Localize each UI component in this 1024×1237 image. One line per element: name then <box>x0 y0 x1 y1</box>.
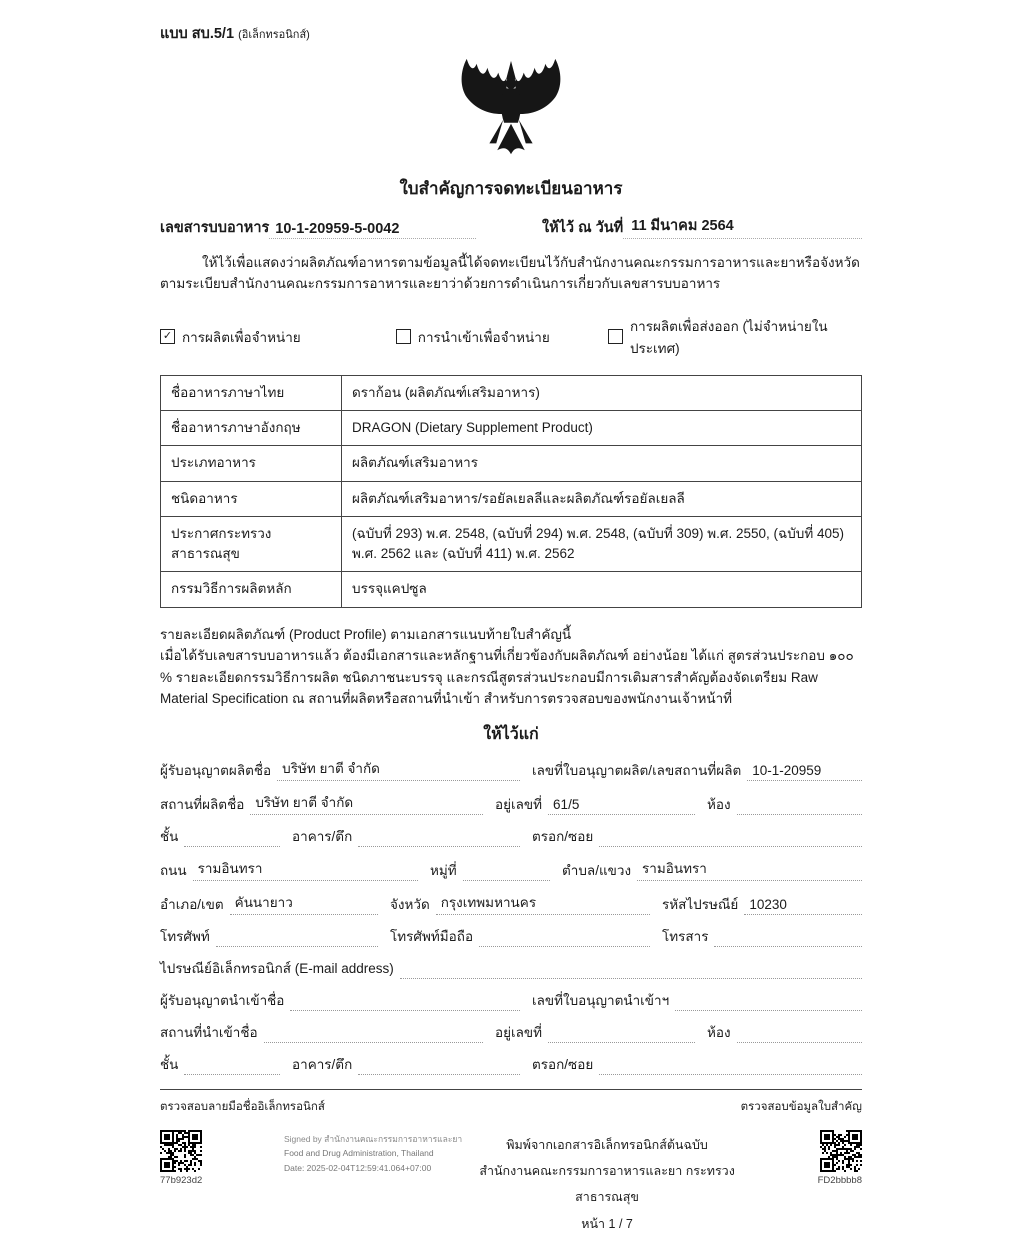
field-alley <box>532 825 862 847</box>
given-to-heading: ให้ไว้แก่ <box>483 725 539 743</box>
field-label: ตรอก/ซอย <box>532 828 594 844</box>
checkbox-produce-for-sale <box>160 326 396 348</box>
row-label: ประเภทอาหาร <box>161 446 342 481</box>
checkbox-label: การผลิตเพื่อส่งออก (ไม่จำหน่ายในประเทศ) <box>629 318 828 356</box>
field-value <box>479 929 650 947</box>
field-label: ห้อง <box>707 796 731 812</box>
data-qr-code <box>820 1130 862 1172</box>
field-district <box>160 891 378 915</box>
org-line: สำนักงานคณะกรรมการอาหารและยา กระทรวงสาธารณสุข <box>479 1164 735 1205</box>
field-label: โทรสาร <box>662 928 709 944</box>
data-qr-block <box>752 1130 862 1186</box>
field-value <box>463 863 550 881</box>
field-label: ผู้รับอนุญาตผลิตชื่อ <box>160 762 272 778</box>
row-label: ชนิดอาหาร <box>161 481 342 516</box>
product-profile-note: รายละเอียดผลิตภัณฑ์ (Product Profile) ตามเอกสารแนบท้ายใบสำคัญนี้ <box>160 626 572 642</box>
field-road <box>160 857 418 881</box>
field-label: โทรศัพท์มือถือ <box>390 928 474 944</box>
footer-divider <box>160 1089 862 1090</box>
field-value <box>714 929 862 947</box>
serial-issued-row <box>160 214 862 239</box>
field-value <box>548 1025 695 1043</box>
intro-paragraph <box>160 253 862 295</box>
field-license-no <box>532 759 862 781</box>
field-label: สถานที่นำเข้าชื่อ <box>160 1024 258 1040</box>
issued-date-label: ให้ไว้ ณ วันที่ <box>542 220 624 236</box>
field-label: ถนน <box>160 862 187 878</box>
field-label: จังหวัด <box>390 896 430 912</box>
form-code <box>160 22 862 45</box>
field-value <box>216 929 378 947</box>
table-row <box>161 516 862 572</box>
field-label: โทรศัพท์ <box>160 928 210 944</box>
field-value: 61/5 <box>548 797 695 815</box>
row-value: ผลิตภัณฑ์เสริมอาหาร/รอยัลเยลลีและผลิตภัณฑ์รอยัลเยลลี <box>342 481 862 516</box>
table-row <box>161 446 862 481</box>
field-value <box>358 829 520 847</box>
row-value: (ฉบับที่ 293) พ.ศ. 2548, (ฉบับที่ 294) พ.ศ. 2548, (ฉบับที่ 309) พ.ศ. 2550, (ฉบับที่ 405) พ.ศ. 2562 และ (ฉบับที่ 411) พ.ศ. 2562 <box>342 516 862 572</box>
row-value: ผลิตภัณฑ์เสริมอาหาร <box>342 446 862 481</box>
field-value <box>290 993 520 1011</box>
garuda-emblem <box>452 53 570 165</box>
field-row-producer <box>160 757 862 781</box>
issued-date-value: 11 มีนาคม 2564 <box>623 214 862 239</box>
field-label: อาคาร/ตึก <box>292 1056 353 1072</box>
field-import-address-no <box>495 1021 695 1043</box>
field-label: อาคาร/ตึก <box>292 828 353 844</box>
field-label: เลขที่ใบอนุญาตผลิต/เลขสถานที่ผลิต <box>532 762 742 778</box>
field-row-floor <box>160 825 862 847</box>
row-label: ชื่ออาหารภาษาอังกฤษ <box>161 411 342 446</box>
page-number: หน้า 1 / 7 <box>581 1216 633 1231</box>
field-room <box>707 793 862 815</box>
field-value <box>184 829 280 847</box>
field-value <box>264 1025 483 1043</box>
field-label: สถานที่ผลิตชื่อ <box>160 796 245 812</box>
signed-by-block <box>284 1130 462 1175</box>
field-label: ตำบล/แขวง <box>562 862 632 878</box>
serial-field <box>160 216 542 239</box>
field-row-email <box>160 957 862 979</box>
field-value: 10-1-20959 <box>747 763 862 781</box>
signed-by-line: Signed by สำนักงานคณะกรรมการอาหารและยา <box>284 1133 463 1144</box>
field-label: อยู่เลขที่ <box>495 1024 543 1040</box>
field-value <box>184 1057 280 1075</box>
table-row <box>161 481 862 516</box>
table-row <box>161 411 862 446</box>
field-moo <box>430 859 550 881</box>
field-row-district <box>160 891 862 915</box>
field-value: กรุงเทพมหานคร <box>436 891 650 915</box>
row-label: ชื่ออาหารภาษาไทย <box>161 375 342 410</box>
signed-org-line: Food and Drug Administration, Thailand <box>284 1148 434 1159</box>
field-building <box>292 825 520 847</box>
intro-line-2: ตามระเบียบสำนักงานคณะกรรมการอาหารและยาว่าด้วยการดำเนินการเกี่ยวกับเลขสารบบอาหาร <box>160 275 721 291</box>
row-value: ดราก้อน (ผลิตภัณฑ์เสริมอาหาร) <box>342 375 862 410</box>
field-value <box>599 829 862 847</box>
table-row <box>161 572 862 607</box>
field-fax <box>662 925 862 947</box>
field-label: เลขที่ใบอนุญาตนำเข้าฯ <box>532 992 670 1008</box>
field-row-phone <box>160 925 862 947</box>
field-row-road <box>160 857 862 881</box>
data-qr-caption: FD2bbbb8 <box>817 1174 862 1186</box>
field-row-import-site <box>160 1021 862 1043</box>
checkbox-checked-icon: ✓ <box>160 329 175 344</box>
form-code-number: แบบ สบ.5/1 <box>160 26 235 42</box>
field-value: รามอินทรา <box>193 857 418 881</box>
footer <box>160 1130 862 1237</box>
field-importer-name <box>160 989 520 1011</box>
form-code-suffix: (อิเล็กทรอนิกส์) <box>238 29 310 41</box>
field-value: 10230 <box>744 897 862 915</box>
field-import-license <box>532 989 862 1011</box>
field-value <box>358 1057 520 1075</box>
row-label: ประกาศกระทรวงสาธารณสุข <box>161 516 342 572</box>
field-subdistrict <box>562 857 862 881</box>
checkbox-produce-for-export <box>608 315 862 359</box>
field-import-site <box>160 1021 483 1043</box>
table-row <box>161 375 862 410</box>
field-label: อำเภอ/เขต <box>160 896 224 912</box>
field-address-no <box>495 793 695 815</box>
field-value <box>737 797 862 815</box>
requirement-note: เมื่อได้รับเลขสารบบอาหารแล้ว ต้องมีเอกสารและหลักฐานที่เกี่ยวข้องกับผลิตภัณฑ์ อย่างน้อย ได้แก่ สูตรส่วนประกอบ ๑๐๐ % รายละเอียดกรรมวิธีการผลิต ชนิดภาชนะบรรจุ และกรณีสูตรส่วนประกอบมีการเติมสารสำคัญต้องจัดเตรียม Raw Material Specification ณ สถานที่ผลิตหรือสถานที่นำเข้า สำหรับการตรวจสอบของพนักงานเจ้าหน้าที่ <box>160 648 854 707</box>
field-site-name <box>160 791 483 815</box>
intro-line-1: ให้ไว้เพื่อแสดงว่าผลิตภัณฑ์อาหารตามข้อมูลนี้ได้จดทะเบียนไว้กับสำนักงานคณะกรรมการอาหารและยาหรือจังหวัด <box>202 255 860 270</box>
field-value: บริษัท ยาตี จำกัด <box>277 757 520 781</box>
verify-data-caption: ตรวจสอบข้อมูลใบสำคัญ <box>740 1100 862 1113</box>
field-label: ไปรษณีย์อิเล็กทรอนิกส์ (E-mail address) <box>160 960 394 976</box>
field-value: คันนายาว <box>230 891 378 915</box>
field-province <box>390 891 650 915</box>
checkbox-label: การนำเข้าเพื่อจำหน่าย <box>417 329 550 345</box>
field-label: หมู่ที่ <box>430 862 457 878</box>
issued-date-field <box>542 214 862 239</box>
notes-block <box>160 624 862 710</box>
field-value: รามอินทรา <box>637 857 862 881</box>
row-label: กรรมวิธีการผลิตหลัก <box>161 572 342 607</box>
registration-type-checkboxes <box>160 315 862 359</box>
field-row-site <box>160 791 862 815</box>
field-value <box>599 1057 862 1075</box>
field-row-import-floor <box>160 1053 862 1075</box>
field-import-floor <box>160 1053 280 1075</box>
checkbox-unchecked-icon <box>608 329 623 344</box>
signature-qr-caption: 77b923d2 <box>160 1174 203 1186</box>
field-phone <box>160 925 378 947</box>
field-email <box>160 957 862 979</box>
footer-center-block <box>462 1130 752 1237</box>
field-label: รหัสไปรษณีย์ <box>662 896 739 912</box>
field-value <box>400 961 862 979</box>
field-floor <box>160 825 280 847</box>
checkbox-import-for-sale <box>396 326 608 348</box>
field-producer-name <box>160 757 520 781</box>
row-value: DRAGON (Dietary Supplement Product) <box>342 411 862 446</box>
field-value: บริษัท ยาตี จำกัด <box>250 791 483 815</box>
checkbox-unchecked-icon <box>396 329 411 344</box>
field-label: ตรอก/ซอย <box>532 1056 594 1072</box>
printed-from-line: พิมพ์จากเอกสารอิเล็กทรอนิกส์ต้นฉบับ <box>506 1137 708 1152</box>
page-title: ใบสำคัญการจดทะเบียนอาหาร <box>399 179 623 198</box>
field-label: อยู่เลขที่ <box>495 796 543 812</box>
signature-qr-block <box>160 1130 270 1186</box>
field-value <box>675 993 862 1011</box>
checkbox-label: การผลิตเพื่อจำหน่าย <box>182 329 301 345</box>
verify-signature-caption: ตรวจสอบลายมือชื่ออิเล็กทรอนิกส์ <box>160 1100 325 1113</box>
field-import-alley <box>532 1053 862 1075</box>
signed-date-line: Date: 2025-02-04T12:59:41.064+07:00 <box>284 1162 432 1173</box>
field-row-importer <box>160 989 862 1011</box>
field-postcode <box>662 893 862 915</box>
row-value: บรรจุแคปซูล <box>342 572 862 607</box>
signature-qr-code <box>160 1130 270 1172</box>
field-value <box>737 1025 862 1043</box>
field-label: ผู้รับอนุญาตนำเข้าชื่อ <box>160 992 285 1008</box>
field-label: ห้อง <box>707 1024 731 1040</box>
field-label: ชั้น <box>160 828 179 844</box>
serial-label: เลขสารบบอาหาร <box>160 220 270 236</box>
field-import-building <box>292 1053 520 1075</box>
product-details-table <box>160 375 862 608</box>
serial-value: 10-1-20959-5-0042 <box>269 221 476 239</box>
field-import-room <box>707 1021 862 1043</box>
field-label: ชั้น <box>160 1056 179 1072</box>
field-mobile <box>390 925 650 947</box>
